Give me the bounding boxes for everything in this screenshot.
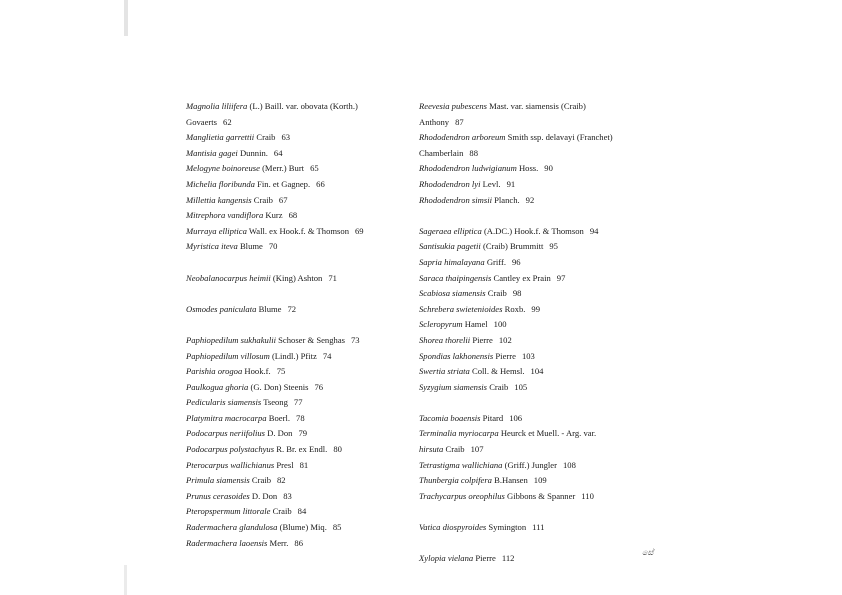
index-entry — [419, 146, 669, 162]
species-name: Melogyne boinoreuse — [186, 163, 260, 174]
index-entry — [419, 271, 669, 287]
index-entry — [419, 286, 669, 302]
species-name: Reevesia pubescens — [419, 101, 488, 111]
page-number: 83 — [283, 490, 292, 501]
page-number: 64 — [273, 147, 283, 158]
index-entry — [419, 380, 669, 396]
species-name: Mitrephora vandiflora — [186, 210, 264, 221]
species-name: Manglietia garrettii — [186, 132, 255, 143]
author-text: (G. Don) Steenis — [250, 381, 309, 392]
species-name: Neobalanocarpus heimii — [186, 272, 271, 283]
author-text: Merr. — [269, 537, 289, 548]
page-number: 110 — [581, 490, 594, 501]
species-name: Terminalia myriocarpa — [419, 428, 499, 439]
page-number: 72 — [287, 303, 297, 314]
index-entry — [186, 333, 422, 349]
page-number: 75 — [276, 366, 286, 377]
author-text: Blume — [258, 303, 282, 314]
index-entry — [419, 130, 669, 146]
species-name: Podocarpus neriifolius — [186, 428, 266, 439]
species-name: Syzygium siamensis — [419, 381, 488, 392]
species-name: Paphiopedilum sukhakulii — [186, 334, 276, 345]
author-text: Pierre — [472, 334, 493, 345]
section-gap — [186, 317, 422, 333]
index-entry — [419, 161, 669, 177]
species-name: Mantisia gagei — [186, 147, 238, 158]
index-column-left — [186, 99, 422, 551]
species-name: Xylopia vielana — [419, 553, 474, 564]
author-text: Boerl. — [268, 412, 291, 423]
page-number: 67 — [278, 194, 288, 205]
species-name: Scleropyrum — [419, 319, 463, 330]
index-entry — [186, 193, 422, 209]
page-number: 99 — [531, 303, 540, 314]
author-text: Fin. et Gagnep. — [257, 178, 311, 189]
author-text: Craib — [251, 475, 271, 486]
index-entry — [186, 489, 422, 505]
index-entry — [186, 130, 422, 146]
species-name: Millettia kangensis — [186, 194, 252, 205]
section-gap — [419, 208, 669, 224]
page-number: 91 — [506, 178, 516, 189]
index-entry — [186, 302, 422, 318]
species-name: Sageraea elliptica — [419, 225, 482, 236]
index-entry — [186, 99, 422, 115]
species-name: Osmodes paniculata — [186, 303, 257, 314]
species-name: Podocarpus polystachyus — [186, 444, 275, 455]
binding-shadow-top — [124, 0, 128, 36]
species-name: Spondias lakhonensis — [419, 350, 494, 361]
page-number: 103 — [521, 350, 535, 361]
author-text: Tseong — [263, 397, 288, 408]
page-number: 111 — [532, 522, 545, 533]
species-name: Murraya elliptica — [186, 225, 247, 236]
author-text: Hook.f. — [244, 366, 271, 377]
page-number: 107 — [470, 444, 484, 455]
author-text: Dunnin. — [239, 147, 268, 158]
author-text: Smith ssp. delavayi (Franchet) — [507, 132, 613, 143]
author-text: R. Br. ex Endl. — [276, 444, 328, 455]
author-text: Schoser & Senghas — [278, 334, 345, 345]
author-text: Craib — [487, 288, 507, 299]
author-text: (Merr.) Burt — [262, 163, 305, 174]
page-number: 109 — [533, 475, 547, 486]
page-number: 80 — [333, 444, 342, 455]
section-gap — [419, 504, 669, 520]
author-text: Griff. — [486, 256, 506, 267]
species-name: Rhododendron arboreum — [419, 132, 506, 143]
page-number: 104 — [530, 366, 544, 377]
page-number: 96 — [512, 256, 521, 267]
page-number: 66 — [316, 178, 325, 189]
page-number: 73 — [350, 334, 360, 345]
index-entry — [419, 317, 669, 333]
author-text: D. Don — [267, 428, 293, 439]
author-text: Symington — [488, 522, 527, 533]
page-number: 63 — [281, 132, 291, 143]
section-gap — [419, 536, 669, 552]
page-number: 87 — [455, 116, 464, 127]
author-text: Pierre — [495, 350, 516, 361]
index-entry — [186, 271, 422, 287]
index-entry — [186, 224, 422, 240]
author-text: (King) Ashton — [272, 272, 323, 283]
index-entry — [419, 333, 669, 349]
page-number: 106 — [509, 412, 523, 423]
binding-shadow-bottom — [124, 565, 127, 595]
author-text: Levl. — [482, 178, 501, 189]
species-name: Vatica diospyroides — [419, 522, 487, 533]
author-text: Chamberlain — [419, 147, 464, 158]
page-number: 86 — [294, 537, 303, 548]
page-number: 62 — [223, 116, 232, 127]
species-name: Rhododendron ludwigianum — [419, 163, 517, 174]
author-text: Craib — [272, 506, 292, 517]
species-name: Swertia striata — [419, 366, 470, 377]
page-number: 70 — [268, 241, 278, 252]
author-text: Hoss. — [518, 163, 539, 174]
species-name: Santisukia pagetii — [419, 241, 481, 252]
index-entry — [419, 520, 669, 536]
page-number: 97 — [556, 272, 566, 283]
species-name: Prunus cerasoides — [186, 490, 250, 501]
author-text: Pierre — [475, 553, 496, 564]
index-entry — [419, 239, 669, 255]
author-text: Heurck et Muell. - Arg. var. — [500, 428, 597, 439]
author-text: Cantley ex Prain — [493, 272, 551, 283]
handwritten-mark: සේ — [642, 548, 654, 557]
species-name: Schrebera swietenioides — [419, 303, 503, 314]
species-name: Rhododendron lyi — [419, 178, 481, 189]
index-entry — [419, 426, 669, 442]
species-name: Shorea thorelii — [419, 334, 471, 345]
author-text: Craib — [445, 444, 465, 455]
page-number: 85 — [332, 522, 342, 533]
index-entry — [419, 302, 669, 318]
index-entry — [186, 520, 422, 536]
index-entry — [419, 349, 669, 365]
author-text: (A.DC.) Hook.f. & Thomson — [483, 225, 584, 236]
species-name: Thunbergia colpifera — [419, 475, 492, 486]
index-entry — [419, 442, 669, 458]
author-text: Wall. ex Hook.f. & Thomson — [248, 225, 349, 236]
author-text: (L.) Baill. var. obovata (Korth.) — [249, 101, 358, 111]
species-name: Parishia orogoa — [186, 366, 243, 377]
species-name: Scabiosa siamensis — [419, 288, 486, 299]
index-entry — [186, 146, 422, 162]
index-entry — [186, 115, 422, 131]
author-text: Coll. & Hemsl. — [472, 366, 525, 377]
page-number: 68 — [288, 210, 298, 221]
index-entry — [186, 442, 422, 458]
index-entry — [186, 458, 422, 474]
index-entry — [419, 115, 669, 131]
species-name: Myristica iteva — [186, 241, 238, 252]
author-text: (Griff.) Jungler — [504, 459, 557, 470]
index-entry — [186, 536, 422, 552]
page-number: 100 — [493, 319, 507, 330]
index-entry — [186, 349, 422, 365]
page-number: 78 — [296, 412, 305, 423]
page-number: 65 — [310, 163, 319, 174]
species-name: Paphiopedilum villosum — [186, 350, 270, 361]
index-entry — [186, 426, 422, 442]
author-text: Govaerts — [186, 116, 218, 127]
page-number: 71 — [328, 272, 337, 283]
index-entry — [419, 255, 669, 271]
index-entry — [186, 364, 422, 380]
page-number: 79 — [298, 428, 308, 439]
section-gap — [419, 395, 669, 411]
page-number: 108 — [562, 459, 576, 470]
author-text: Anthony — [419, 116, 450, 127]
author-text: Gibbons & Spanner — [507, 490, 576, 501]
page-number: 95 — [549, 241, 558, 252]
species-name: hirsuta — [419, 444, 444, 455]
species-name: Platymitra macrocarpa — [186, 412, 267, 423]
index-entry — [186, 239, 422, 255]
index-entry — [419, 458, 669, 474]
index-entry — [419, 177, 669, 193]
author-text: Craib — [253, 194, 273, 205]
species-name: Sapria himalayana — [419, 256, 485, 267]
index-entry — [186, 380, 422, 396]
index-entry — [186, 504, 422, 520]
index-entry — [419, 551, 669, 567]
section-gap — [186, 255, 422, 271]
page-number: 90 — [544, 163, 553, 174]
index-entry — [419, 224, 669, 240]
index-entry — [419, 99, 669, 115]
author-text: Planch. — [494, 194, 520, 205]
index-entry — [186, 395, 422, 411]
species-name: Michelia floribunda — [186, 178, 255, 189]
species-name: Paulkogua ghoria — [186, 381, 249, 392]
author-text: Mast. var. siamensis (Craib) — [489, 101, 586, 111]
species-name: Saraca thaipingensis — [419, 272, 492, 283]
page-number: 82 — [277, 475, 286, 486]
page-number: 98 — [512, 288, 522, 299]
page-number: 81 — [299, 459, 309, 470]
page-number: 74 — [322, 350, 332, 361]
species-name: Tacomia boaensis — [419, 412, 481, 423]
page-number: 92 — [525, 194, 535, 205]
author-text: (Blume) Miq. — [279, 522, 327, 533]
index-entry — [186, 161, 422, 177]
index-entry — [419, 411, 669, 427]
index-column-right — [419, 99, 669, 567]
species-name: Primula siamensis — [186, 475, 250, 486]
page-number: 88 — [469, 147, 478, 158]
species-name: Pterocarpus wallichianus — [186, 459, 275, 470]
page-number: 84 — [297, 506, 307, 517]
index-entry — [419, 473, 669, 489]
page-number: 77 — [293, 397, 303, 408]
page-number: 102 — [498, 334, 512, 345]
index-entry — [419, 364, 669, 380]
page-number: 105 — [514, 381, 528, 392]
author-text: B.Hansen — [494, 475, 528, 486]
species-name: Trachycarpus oreophilus — [419, 490, 505, 501]
author-text: Craib — [489, 381, 509, 392]
page-number: 69 — [355, 225, 364, 236]
author-text: D. Don — [251, 490, 278, 501]
author-text: Pitard — [482, 412, 504, 423]
page-number: 112 — [501, 553, 515, 564]
author-text: (Craib) Brummitt — [482, 241, 544, 252]
page-number: 76 — [314, 381, 324, 392]
species-name: Pteropspermum littorale — [186, 506, 271, 517]
index-entry — [186, 411, 422, 427]
author-text: Kurz — [265, 210, 283, 221]
species-name: Rhododendron simsii — [419, 194, 492, 205]
author-text: Roxb. — [504, 303, 526, 314]
index-entry — [186, 473, 422, 489]
author-text: Blume — [239, 241, 263, 252]
author-text: Craib — [256, 132, 276, 143]
index-entry — [419, 489, 669, 505]
species-name: Magnolia liliifera — [186, 101, 248, 111]
species-name: Radermachera laoensis — [186, 537, 268, 548]
species-name: Pedicularis siamensis — [186, 397, 262, 408]
section-gap — [186, 286, 422, 302]
page-number: 94 — [589, 225, 599, 236]
index-entry — [186, 177, 422, 193]
species-name: Radermachera glandulosa — [186, 522, 278, 533]
author-text: Presl — [276, 459, 294, 470]
index-entry — [419, 193, 669, 209]
species-name: Tetrastigma wallichiana — [419, 459, 503, 470]
author-text: (Lindl.) Pfitz — [271, 350, 317, 361]
index-entry — [186, 208, 422, 224]
author-text: Hamel — [464, 319, 488, 330]
